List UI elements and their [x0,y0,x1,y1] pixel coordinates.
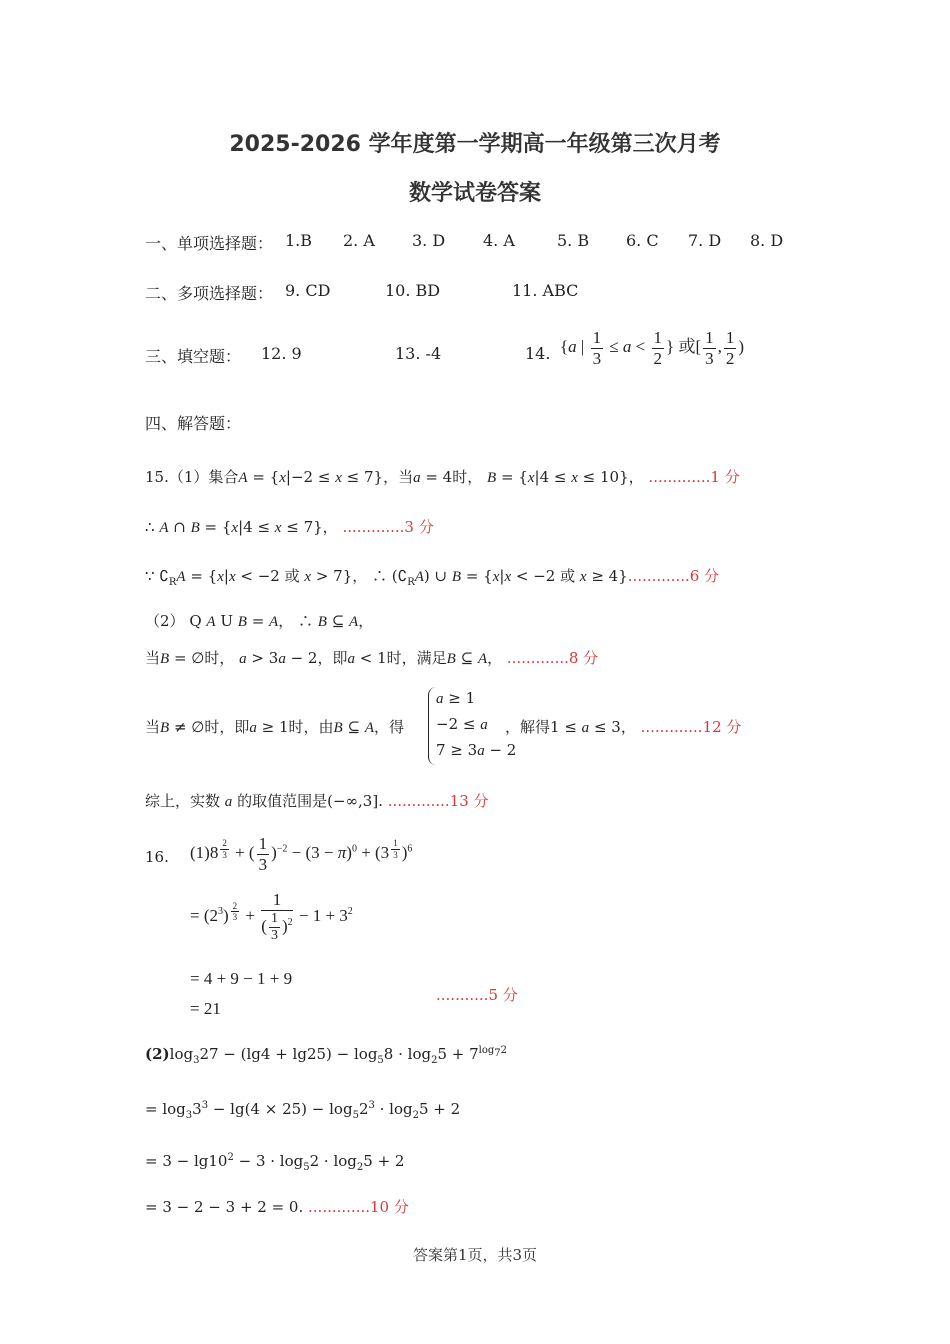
q15-score-2: .............3 分 [342,518,434,536]
q16-expr-3: = 4 + 9 − 1 + 9 [190,969,293,988]
q15-line6a: 当B ≠ ∅时，即a ≥ 1时，由B ⊆ A，得 [145,718,405,736]
exam-subtitle: 数学试卷答案 [408,181,541,206]
system-row-2: −2 ≤ a [436,715,488,733]
q16-part2-line2: = $\log_33^3 - \lg(4 \times 25) - \log_52^3 \cdot \log_25 + 2$ [145,1100,461,1121]
answer-9: 9. CD [285,281,331,300]
answer-14-expression: {a | $\frac{1}{3}$ ≤ a < $\frac{1}{2}$ } 或[ $\frac{1}{3}$ , $\frac{1}{2}$ ) [560,328,745,368]
q16-part2-line1: $(2)\log_327 - (\lg 4 + \lg 25) - \log_58 \cdot \log_25 + 7^{log_72}$ [145,1045,508,1066]
answer-14-label: 14. [525,344,551,363]
q16-score-1: ...........5 分 [436,986,518,1004]
q15-score-5: .............12 分 [640,718,742,736]
system-row-3: 7 ≥ 3a − 2 [436,741,517,759]
answer-5: 5. B [557,231,590,250]
system-row-1: a ≥ 1 [436,689,476,707]
answer-8: 8. D [750,231,784,250]
answer-11: 11. ABC [512,281,579,300]
q16-expr-1: (1)8 $^{\frac{2}{3}}$ + ( $\frac{1}{3}$ )$^{-2} - (3 - \pi)^0 + (3$ $^{\frac{1}{3}}$ )$^6$ [190,834,413,874]
q15-line1: 15.（1）集合A = {x|−2 ≤ x ≤ 7}，当a = 4时， B = {x|4 ≤ x ≤ 10}， .............1 分 [145,468,740,486]
q15-line5: 当B = ∅时， a > 3a − 2，即a < 1时，满足B ⊆ A， .............8 分 [145,649,599,667]
part4-label: 四、解答题： [145,414,242,433]
answer-12: 12. 9 [261,344,302,363]
q15-line3: ∵ $∁_RA = \{x|x < -2$ 或 x > 7}， ∴ $(∁_RA)$ ∪ B = {x|x < −2 或 x ≥ 4}.............6 分 [145,567,720,588]
q16-part2-line4: = 3 − 2 − 3 + 2 = 0. .............10 分 [145,1198,409,1216]
answer-4: 4. A [483,231,515,250]
answer-10: 10. BD [385,281,441,300]
answer-1: 1.B [285,231,313,250]
part3-label: 三、填空题： [145,347,242,366]
q16-expr-2: = $(2^3)$ $^{\frac{2}{3}}$ + 1 ( $\frac{1}{3}$ )$^2$ − $1 + 3^2$ [190,890,353,943]
answer-7: 7. D [688,231,722,250]
part1-label: 一、单项选择题： [145,234,274,253]
q16-expr-4: = 21 [190,999,221,1018]
page-footer: 答案第1页，共3页 [412,1246,538,1264]
q15-line7: 综上，实数 a 的取值范围是(−∞,3]. .............13 分 [145,792,489,810]
q15-score-1: .............1 分 [648,468,740,486]
answer-3: 3. D [412,231,446,250]
q15-score-3: .............6 分 [627,567,720,585]
answer-13: 13. -4 [395,344,442,363]
answer-6: 6. C [626,231,659,250]
q15-score-6: .............13 分 [387,792,489,810]
answer-14-or: 或 [678,336,696,356]
exam-title: 2025-2026 学年度第一学期高一年级第三次月考 [229,132,721,157]
q15-line4: （2） Q A U B = A， ∴ B ⊆ A， [145,612,374,630]
answer-2: 2. A [343,231,375,250]
q16-label: 16. [145,848,169,866]
q15-line2: ∴ A ∩ B = {x|4 ≤ x ≤ 7}， .............3 分 [145,518,434,536]
part2-label: 二、多项选择题： [145,284,274,303]
q15-score-4: .............8 分 [506,649,599,667]
q15-line6b: ，解得1 ≤ a ≤ 3， .............12 分 [505,718,742,736]
q16-score-2: .............10 分 [308,1198,409,1216]
q16-part2-line3: = $3 - \lg 10^2 - 3 \cdot \log_52 \cdot \log_25 + 2$ [145,1152,405,1173]
